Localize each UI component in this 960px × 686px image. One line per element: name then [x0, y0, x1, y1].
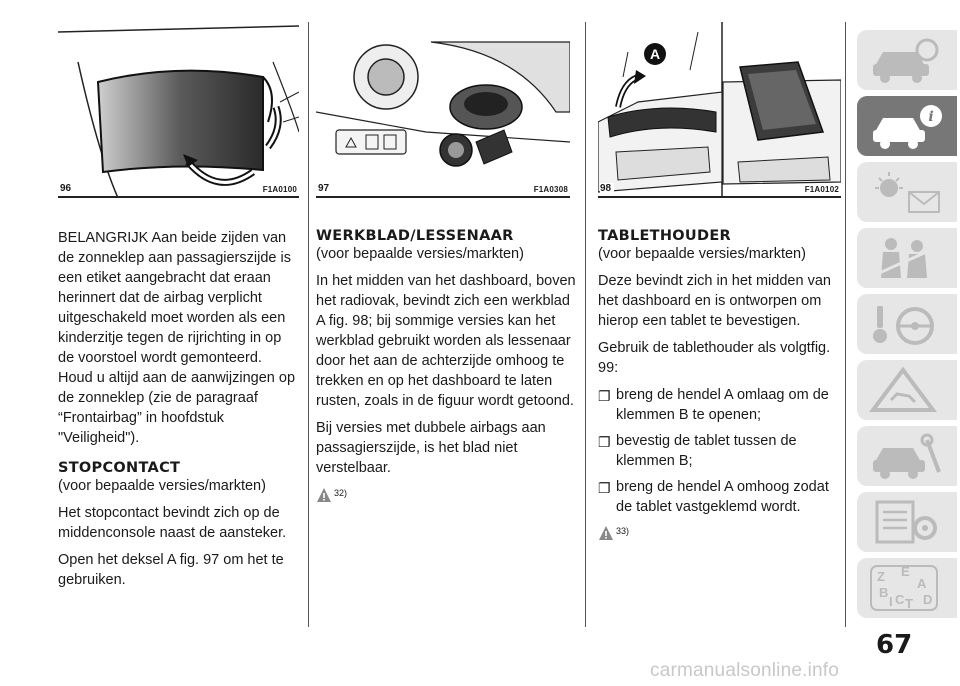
paragraph: Deze bevindt zich in het midden van het dashboard en is ontworpen om hierop een tablet te bevestigen.: [598, 273, 831, 329]
section-heading: TABLETHOUDER: [598, 228, 732, 244]
checkbox-bullet: ❐: [598, 480, 611, 496]
tab-technical-data[interactable]: [857, 492, 957, 552]
steering-wheel-key-icon: [867, 300, 947, 348]
callout-a: A: [649, 46, 661, 62]
list-item: [598, 431, 843, 471]
tab-safety[interactable]: [857, 228, 957, 288]
tab-starting-driving[interactable]: [857, 294, 957, 354]
paragraph: Open het deksel A fig. 97 om het te gebruiken.: [58, 552, 284, 588]
paragraph: In het midden van het dashboard, boven het radiovak, bevindt zich een werkblad A fig. 98; bij sommige versies kan het werkblad gebruikt worden als lessenaar door het aan de achterzijde omhoog te trekken en op het dashboard te laten rusten, zoals in de figuur wordt getoond.: [316, 273, 576, 409]
index-letter: Z: [877, 569, 885, 584]
figure-code: F1A0100: [260, 185, 297, 194]
index-letter: T: [905, 596, 913, 611]
figure-code: F1A0102: [802, 185, 839, 194]
car-service-icon: [867, 432, 947, 480]
index-letter: I: [889, 594, 893, 609]
column-1: [58, 228, 298, 597]
column-divider: [845, 22, 846, 627]
tab-emergency[interactable]: [857, 360, 957, 420]
watermark: carmanualsonline.info: [650, 660, 840, 681]
tab-warning-lights[interactable]: [857, 162, 957, 222]
checkbox-bullet: ❐: [598, 434, 611, 450]
svg-text:i: i: [928, 109, 934, 125]
warning-ref-number: 32): [334, 488, 348, 498]
paragraph: Bij versies met dubbele airbags aan passagierszijde, is het blad niet verstelbaar.: [316, 420, 546, 476]
warning-ref-number: 33): [616, 526, 630, 536]
figure-97: [316, 22, 570, 198]
index-letter: E: [901, 564, 910, 579]
seatbelt-airbag-icon: [867, 234, 947, 282]
warning-triangle-icon: [316, 487, 332, 503]
index-letter: A: [917, 576, 926, 591]
section-heading: WERKBLAD/LESSENAAR: [316, 228, 514, 244]
warning-lights-icon: [867, 168, 947, 216]
paragraph: Gebruik de tablethouder als volgtfig. 99:: [598, 340, 831, 376]
alphabetical-index-icon: [867, 564, 947, 612]
index-letter: C: [895, 592, 905, 607]
index-letter: D: [923, 592, 933, 607]
column-2: [316, 228, 578, 503]
warning-triangle-icon: [598, 525, 614, 541]
svg-text:Z E A: [877, 564, 936, 611]
worktable-illustration: [598, 22, 841, 198]
power-socket-illustration: [316, 22, 570, 198]
tab-dashboard[interactable]: [857, 30, 957, 90]
section-subheading: (voor bepaalde versies/markten): [58, 478, 266, 494]
section-subheading: (voor bepaalde versies/markten): [316, 246, 524, 262]
list-item: [598, 385, 843, 425]
list-item: [598, 477, 843, 517]
car-dashboard-icon: [867, 36, 947, 84]
list-item-text: breng de hendel A omlaag om de klemmen B te openen;: [616, 387, 829, 423]
warning-reference[interactable]: [316, 483, 578, 503]
emergency-triangle-icon: [867, 366, 947, 414]
section-subheading: (voor bepaalde versies/markten): [598, 246, 806, 262]
car-info-icon: [867, 102, 947, 150]
index-letter: B: [879, 585, 889, 600]
column-divider: [585, 22, 586, 627]
list-item-text: bevestig de tablet tussen de klemmen B;: [616, 433, 797, 469]
column-divider: [308, 22, 309, 627]
airbag-warning-text: BELANGRIJK Aan beide zijden van de zonneklep aan passagierszijde is een etiket aangebracht dat eraan herinnert dat de airbag verplicht uitgeschakeld moet worden als een kinderzitje tegen de rijrichting in op de voorstoel wordt gemonteerd. Houd u altijd aan de aanwijzingen op de zonneklep (zie de paragraaf “Frontairbag” in hoofdstuk "Veiligheid").: [58, 230, 296, 446]
checkbox-bullet: ❐: [598, 388, 611, 404]
page-number: 67: [876, 630, 913, 660]
tab-index[interactable]: [857, 558, 957, 618]
warning-reference[interactable]: [598, 521, 843, 541]
figure-98: [598, 22, 841, 198]
tab-getting-to-know[interactable]: [857, 96, 957, 156]
figure-number: 97: [318, 183, 332, 194]
list-item-text: breng de hendel A omhoog zodat de tablet vastgeklemd wordt.: [616, 479, 829, 515]
paragraph: Het stopcontact bevindt zich op de middenconsole naast de aansteker.: [58, 505, 287, 541]
figure-number: 98: [600, 183, 614, 194]
section-heading: STOPCONTACT: [58, 460, 181, 476]
figure-number: 96: [60, 183, 74, 194]
column-3: [598, 228, 843, 541]
sun-visor-illustration: [58, 22, 299, 198]
figure-code: F1A0308: [531, 185, 568, 194]
tab-maintenance[interactable]: [857, 426, 957, 486]
technical-data-icon: [867, 498, 947, 546]
figure-96: [58, 22, 299, 198]
